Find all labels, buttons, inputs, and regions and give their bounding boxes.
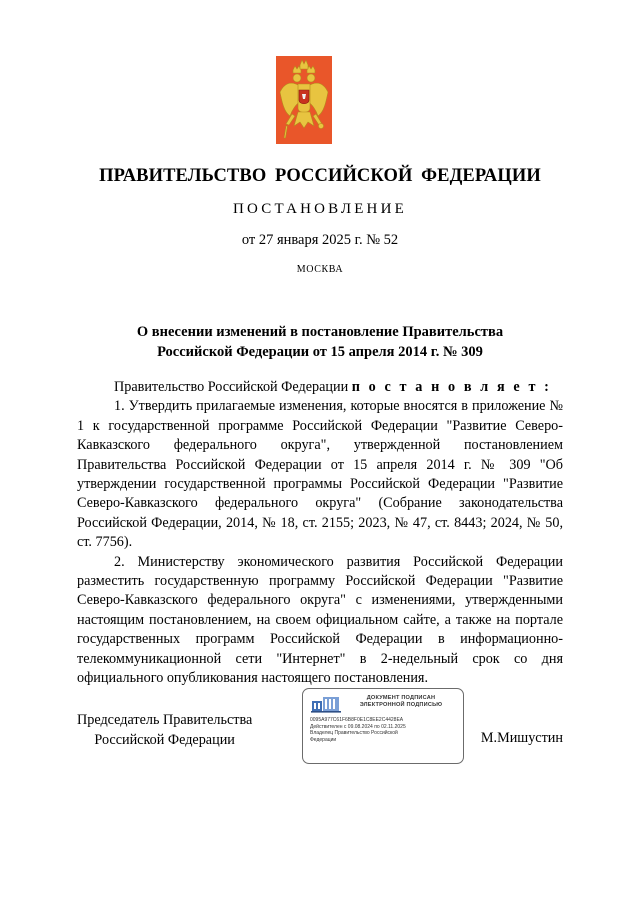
position-line-2: Российской Федерации [94,731,235,748]
signatory-position [77,711,252,750]
document-subject [0,322,640,362]
stamp-owner-line-1: Владелец Правительство Российской [310,730,398,737]
stamp-owner-line-2: Федерации [310,736,337,743]
stamp-heading-line-1: ДОКУМЕНТ ПОДПИСАН [366,695,436,701]
government-title: ПРАВИТЕЛЬСТВО РОССИЙСКОЙ ФЕДЕРАЦИИ [99,166,541,186]
stamp-heading [345,695,457,710]
position-line-1: Председатель Правительства [77,712,253,728]
preamble-paragraph [77,378,563,397]
signatory-name: М.Мишустин [480,730,563,746]
subject-line-2: Российской Федерации от 15 апреля 2014 г. № 309 [157,344,483,360]
document-body [77,378,563,689]
paragraph-1: 1. Утвердить прилагаемые изменения, которые вносятся в приложение № 1 к государственной программе Российской Федерации "Развитие Северо-Кавказского федерального округа", утвержденной постановлением Правительства Российской Федерации от 15 апреля 2014 г. № 309 "Об утверждении государственной программы Российской Федерации "Развитие Северо-Кавказского федерального округа" (Собрание законодательства Российской Федерации, 2014, № 18, ст. 2155; 2023, № 47, ст. 8443; 2024, № 50, ст. 7756). [77,398,563,551]
stamp-heading-line-2: ЭЛЕКТРОННОЙ ПОДПИСЬЮ [359,702,443,709]
preamble-text: Правительство Российской Федерации [114,379,349,395]
electronic-signature-stamp [302,688,464,764]
decree-word: п о с т а н о в л я е т : [351,379,552,395]
document-date: от 27 января 2025 г. № 52 [241,232,399,248]
subject-line-1: О внесении изменений в постановление Правительства [136,324,504,340]
coat-of-arms-emblem [276,56,332,144]
government-building-icon [311,695,341,713]
stamp-details [310,717,460,743]
document-type: ПОСТАНОВЛЕНИЕ [233,201,407,217]
document-city: МОСКВА [296,264,344,275]
stamp-validity: Действителен с 09.08.2024 по 02.11.2025 [310,723,406,730]
russian-coat-of-arms-icon [276,56,332,144]
paragraph-2: 2. Министерству экономического развития Российской Федерации разместить государственную программу Российской Федерации "Развитие Северо-Кавказского федерального округа" с изменениями, утвержденными настоящим постановлением, на своем официальном сайте, а также на портале государственных программ Российской Федерации в информационно-телекоммуникационной сети "Интернет" в 2-недельный срок со дня официального опубликования настоящего постановления. [77,553,563,687]
stamp-certificate: 0095A977C61F6B8F0E1C8EE2C4428EA [310,717,404,723]
